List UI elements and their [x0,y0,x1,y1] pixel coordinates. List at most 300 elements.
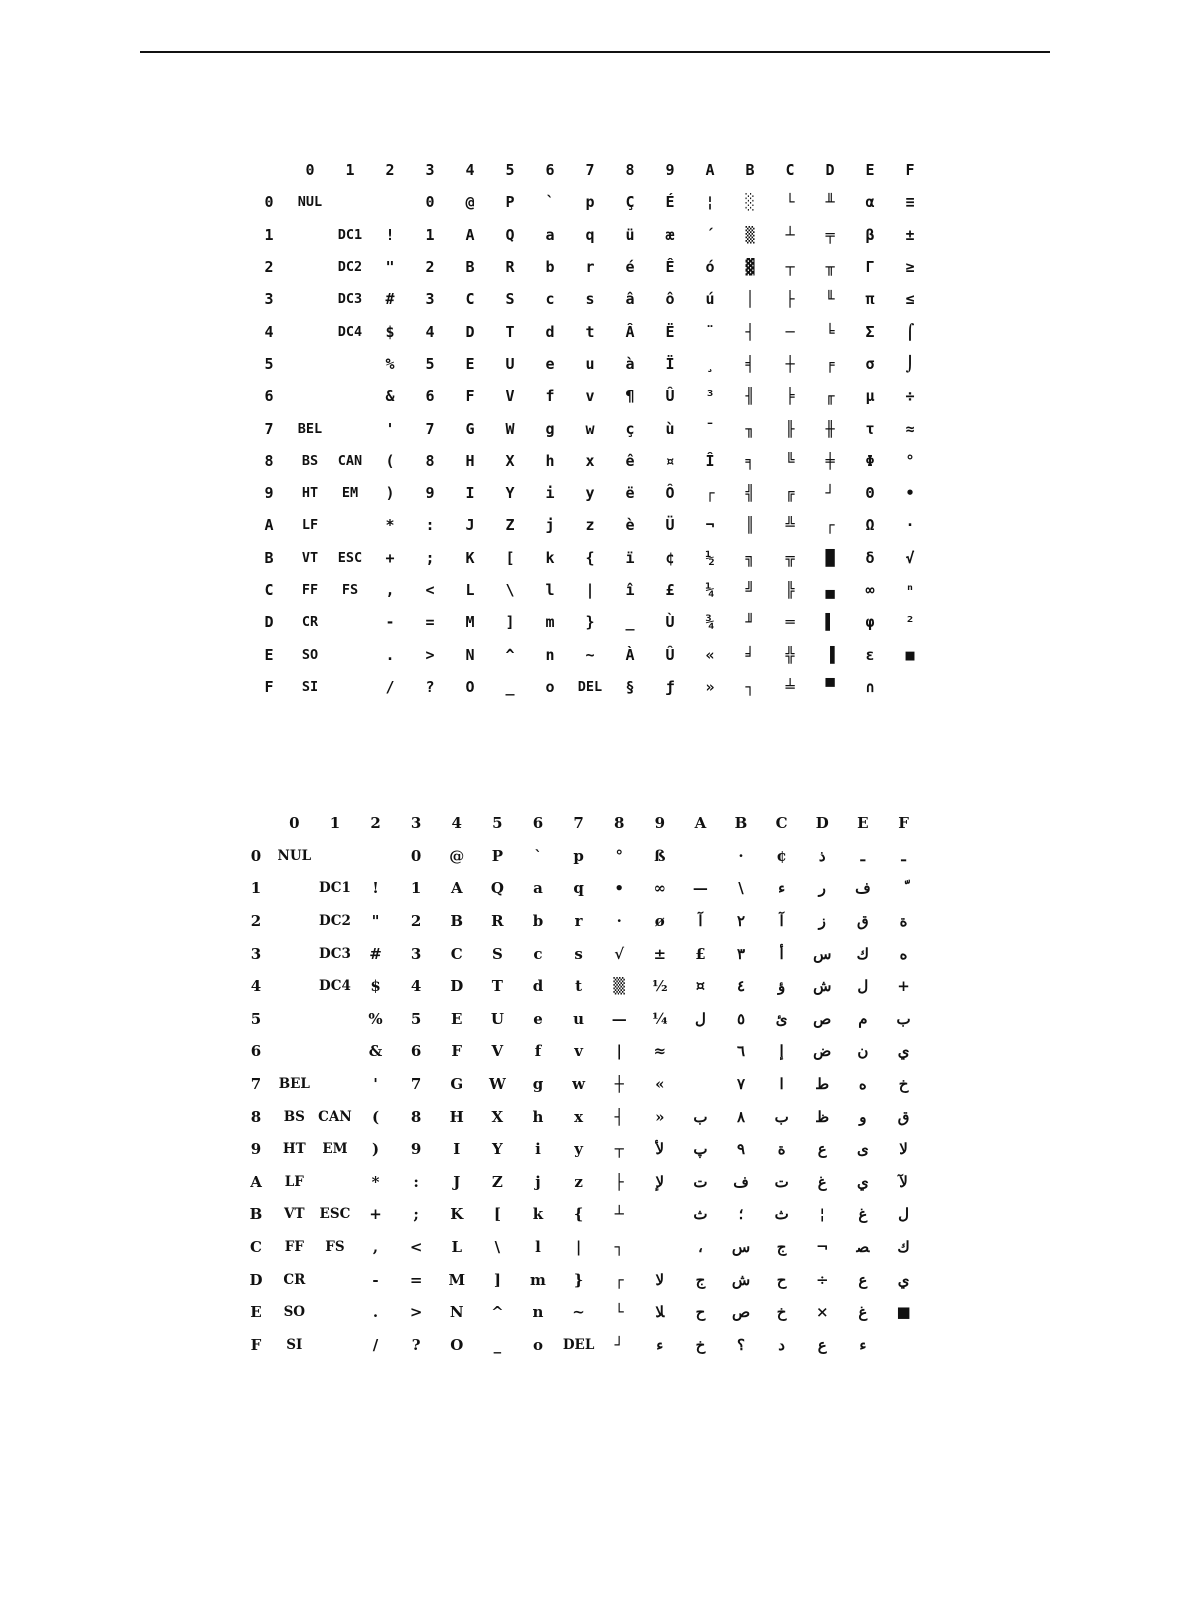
char-cell: H [449,1107,464,1126]
char-cell: و [859,1107,867,1126]
table-row [248,509,930,541]
char-cell: é [625,258,635,277]
column-header: 0 [289,814,300,833]
char-cell: ╫ [825,419,835,438]
char-cell: ¨ [705,322,715,341]
char-cell: ٢ [736,912,746,931]
char-cell [330,606,370,638]
char-cell: Σ [865,322,875,341]
char-cell: ! [385,225,395,244]
char-cell: ( [371,1107,380,1126]
char-cell: & [368,1042,383,1061]
char-cell [315,1003,356,1036]
row-header: A [264,516,274,535]
char-cell: ï [625,548,635,567]
char-cell: ┤ [614,1107,624,1126]
char-cell: ú [705,290,715,309]
column-header: E [865,161,875,180]
char-cell: ∩ [865,677,875,696]
char-cell: g [532,1075,544,1094]
char-cell: b [545,258,555,277]
char-cell [330,186,370,218]
char-cell: آ [698,912,703,931]
char-cell: δ [865,548,875,567]
char-cell: Θ [865,484,875,503]
char-cell [290,315,330,347]
char-cell: G [450,1075,464,1094]
char-cell: « [655,1075,665,1094]
char-cell: O [465,677,475,696]
char-cell: 3 [425,290,435,309]
char-cell: ´ [705,225,715,244]
char-cell: ? [425,677,435,696]
char-cell: à [625,354,635,373]
char-cell: ¦ [705,193,715,212]
char-cell: BEL [297,420,323,437]
char-cell: : [425,516,435,535]
table-row [238,1263,924,1296]
char-cell: — [692,879,708,898]
char-cell: BEL [278,1076,310,1093]
char-cell: L [451,1238,463,1257]
char-cell: ESC [337,549,363,566]
char-cell: > [425,645,435,664]
char-cell [274,872,315,905]
char-cell: ب [693,1107,708,1126]
column-header: 1 [329,814,341,833]
char-cell: i [545,484,555,503]
char-cell: ك [897,1238,910,1257]
char-cell: DC4 [319,978,351,995]
table-row [248,380,930,412]
char-cell: ╕ [745,451,755,470]
char-cell: T [505,322,515,341]
char-cell: P [491,846,503,865]
char-cell: c [533,944,543,963]
char-cell: = [409,1270,423,1289]
char-cell: × [815,1303,829,1322]
char-cell [315,1035,356,1068]
char-cell [370,186,410,218]
char-cell: ـ [860,846,866,865]
char-cell: ° [905,451,915,470]
column-header: 1 [345,161,355,180]
char-cell: ═ [785,613,795,632]
char-cell: - [372,1270,379,1289]
char-cell: h [545,451,555,470]
char-cell: ٧ [736,1075,746,1094]
column-header: 7 [573,814,584,833]
char-cell: - [385,613,395,632]
char-cell: ┼ [785,354,795,373]
char-cell: C [450,944,463,963]
char-cell: q [573,879,584,898]
row-header: 9 [264,484,274,503]
char-cell: l [535,1238,541,1257]
char-cell: ظ [815,1107,830,1126]
char-cell: u [573,1009,585,1028]
char-cell: ت [693,1172,708,1191]
char-cell: ╧ [785,677,795,696]
char-cell: ≈ [905,419,915,438]
char-cell: d [545,322,555,341]
char-cell: ║ [745,516,755,535]
char-cell: ╖ [745,419,755,438]
char-cell: [ [505,548,515,567]
table-row [248,412,930,444]
char-cell: % [368,1009,383,1028]
char-cell: A [450,879,463,898]
char-cell: DEL [562,1336,595,1353]
column-header: A [705,161,715,180]
char-cell: EM [322,1141,348,1158]
row-header: E [250,1303,262,1322]
char-cell: ¬ [705,516,715,535]
char-cell: LF [301,517,319,534]
char-cell: , [385,581,395,599]
char-cell: DC1 [337,226,363,243]
char-cell: R [505,258,515,277]
char-cell: r [585,258,595,277]
char-cell: ذ [818,846,826,865]
char-cell: f [545,387,555,406]
char-cell: . [385,645,395,664]
char-cell: ر [818,879,826,898]
char-cell: ¼ [651,1009,668,1028]
column-header: 2 [370,814,381,833]
char-cell: ■ [896,1303,911,1322]
char-cell: ┤ [745,322,755,341]
char-cell: t [585,322,595,341]
column-header: 9 [665,161,675,180]
char-cell: خ [695,1335,706,1354]
char-cell: █ [825,548,835,567]
char-cell: DC3 [337,291,363,308]
char-cell: ≈ [653,1042,667,1061]
char-cell: آ [779,912,784,931]
char-cell: α [865,193,875,212]
table-row [248,542,930,574]
char-cell: k [545,548,555,567]
char-cell: R [491,912,504,931]
char-cell: EM [341,485,359,502]
char-cell: | [585,581,595,599]
char-cell: ز [818,912,826,931]
char-cell: Q [505,225,515,244]
table-row [238,970,924,1003]
table-row [238,1166,924,1199]
char-cell: a [533,879,543,898]
char-cell: ـ [901,846,906,865]
char-cell: y [574,1140,583,1159]
char-cell: e [545,354,555,373]
char-cell: SI [301,678,319,695]
char-cell: ╙ [825,290,835,309]
char-cell: v [585,387,595,406]
top-rule [140,51,1050,53]
char-cell: ط [815,1075,830,1094]
char-cell: ش [731,1270,751,1289]
char-cell: C [465,290,475,309]
char-cell: p [585,193,595,212]
char-cell: ó [705,258,715,277]
column-header: B [734,814,748,833]
char-cell: ë [625,484,635,503]
char-cell: 2 [425,258,435,277]
column-header: C [785,161,795,180]
char-cell: ; [413,1205,419,1224]
char-cell: ╦ [785,548,795,567]
char-cell: ¾ [705,613,715,632]
char-cell: T [491,977,503,996]
char-cell: CR [283,1271,306,1288]
char-cell: ┌ [825,516,835,535]
char-cell: غ [817,1172,827,1191]
char-cell: j [535,1172,541,1191]
char-cell: * [371,1172,380,1191]
char-cell: ▀ [825,677,835,696]
table-row [238,1100,924,1133]
char-cell: ½ [651,977,668,996]
char-cell: Q [490,879,504,898]
char-cell: % [385,354,395,373]
char-cell: Y [505,484,515,503]
row-header: D [264,613,274,632]
char-cell: β [865,225,875,244]
char-cell: M [465,613,475,632]
char-cell: n [545,645,555,664]
char-cell: 7 [410,1075,422,1094]
char-cell: { [573,1205,584,1224]
char-cell: DC2 [337,259,363,276]
char-cell: ³ [705,387,715,406]
char-cell: µ [865,387,875,406]
char-cell: 8 [410,1107,422,1126]
char-cell: z [585,516,595,535]
char-cell: , [372,1238,379,1257]
char-cell: ص [731,1303,751,1322]
char-cell: 3 [410,944,422,963]
char-cell: م [858,1009,868,1028]
char-cell: ╪ [825,451,835,470]
column-header: 6 [532,814,544,833]
char-cell: ^ [491,1303,504,1322]
char-cell: ├ [785,290,795,309]
char-cell: BS [283,1108,305,1125]
char-cell: CAN [318,1108,352,1125]
table-row [238,1231,924,1264]
char-cell: FS [341,582,359,598]
char-cell: ي [897,1270,910,1289]
char-cell: إ [779,1042,784,1061]
char-cell: ] [493,1270,501,1289]
char-cell: D [450,977,464,996]
char-cell: HT [282,1141,306,1158]
char-cell: Y [492,1140,503,1159]
char-cell [355,840,396,873]
char-cell: ف [733,1172,749,1191]
char-cell: @ [465,193,475,212]
char-cell: ] [505,613,515,632]
row-header: 4 [264,322,274,341]
char-cell: ج [695,1270,706,1289]
column-header: 8 [625,161,635,180]
row-header: E [264,645,274,664]
char-cell: س [731,1238,751,1257]
char-cell: M [448,1270,466,1289]
char-cell: F [465,387,475,406]
char-cell: è [625,516,635,535]
row-header: F [250,1335,262,1354]
char-cell: ع [817,1140,827,1159]
char-cell: X [505,451,515,470]
char-cell: o [532,1335,543,1354]
char-cell: s [574,944,583,963]
row-header: 1 [250,879,262,898]
char-cell: £ [665,581,675,599]
char-cell: _ [493,1335,502,1354]
char-cell: . [372,1303,379,1322]
char-cell: FS [325,1239,345,1256]
char-cell: ┼ [614,1075,624,1094]
char-cell: φ [865,613,875,632]
char-cell: NUL [277,847,312,864]
char-cell: ╣ [745,484,755,503]
char-cell: H [465,451,475,470]
char-cell: • [905,484,915,503]
char-cell: ~ [572,1303,585,1322]
char-cell: > [409,1303,423,1322]
char-cell: E [451,1009,463,1028]
char-cell: • [614,879,624,898]
char-cell: & [385,387,395,406]
char-cell: A [465,225,475,244]
char-cell: خ [776,1303,787,1322]
char-cell [330,348,370,380]
char-cell: / [385,677,395,696]
char-cell: _ [505,677,515,696]
code-page-table-2 [238,807,924,1361]
column-header: A [694,814,707,833]
char-cell: DEL [577,678,603,695]
char-cell: ? [411,1335,421,1354]
char-cell: ╓ [825,387,835,406]
char-cell: Z [505,516,515,535]
char-cell: Ï [665,354,675,373]
char-cell: π [865,290,875,309]
char-cell: w [572,1075,586,1094]
char-cell: Ë [665,322,675,341]
char-cell: 4 [425,322,435,341]
char-cell: ∞ [865,581,875,599]
char-cell: ╔ [785,484,795,503]
char-cell: DC3 [319,945,351,962]
table-row [238,905,924,938]
char-cell: ¤ [665,451,675,470]
char-cell: q [585,225,595,244]
char-cell: ░ [745,193,755,212]
char-cell: m [530,1270,546,1289]
char-cell: Γ [865,258,875,277]
char-cell: ن [857,1042,869,1061]
column-header: 4 [451,814,462,833]
char-cell: ± [905,225,915,244]
char-cell: ¯ [705,419,715,438]
char-cell: e [533,1009,543,1028]
char-cell: ½ [705,548,715,567]
char-cell: t [575,977,583,996]
char-cell: ¼ [705,581,715,599]
char-cell: Ω [865,516,875,535]
char-cell: ┴ [614,1205,624,1224]
char-cell: f [534,1042,542,1061]
char-cell: 2 [410,912,422,931]
char-cell: ؟ [737,1335,745,1354]
char-cell: = [425,613,435,632]
char-cell [290,348,330,380]
char-cell: ² [905,613,915,632]
table-row [248,315,930,347]
char-cell: ء [859,1335,867,1354]
char-cell [315,1296,356,1329]
char-cell: ÷ [905,387,915,406]
char-cell: √ [905,548,915,567]
char-cell: ح [776,1270,787,1289]
column-header: C [775,814,788,833]
char-cell: DC4 [337,323,363,340]
char-cell [274,1035,315,1068]
char-cell [315,1329,356,1362]
char-cell: ╩ [785,516,795,535]
char-cell: │ [745,290,755,309]
char-cell: W [505,419,515,438]
char-cell: CR [301,614,319,631]
char-cell: ي [856,1172,869,1191]
char-cell: U [490,1009,504,1028]
char-cell: ▄ [825,581,835,599]
char-cell: ε [865,645,875,664]
char-cell [274,970,315,1003]
char-cell: p [573,846,584,865]
char-cell: x [574,1107,584,1126]
char-cell: VT [301,549,319,566]
char-cell: ح [695,1303,706,1322]
char-cell: { [585,548,595,567]
char-cell: N [465,645,475,664]
char-cell [274,1003,315,1036]
char-cell: ئ [775,1009,788,1028]
char-cell: O [450,1335,464,1354]
char-cell: * [385,516,395,535]
char-cell: § [625,677,635,696]
char-cell: LF [284,1173,304,1190]
column-header: F [898,814,909,833]
char-cell: À [625,645,635,664]
char-cell: + [897,977,910,996]
char-cell: SO [301,646,319,663]
char-cell: ┌ [614,1270,624,1289]
char-cell: ¢ [776,846,787,865]
char-cell: ESC [319,1206,351,1223]
char-cell: ب [896,1009,911,1028]
column-header: B [745,161,755,180]
char-cell: _ [625,613,635,632]
char-cell: a [545,225,555,244]
char-cell: ╬ [785,645,795,664]
char-cell: É [665,193,675,212]
char-cell: ┬ [614,1140,624,1159]
char-cell: Ù [665,613,675,632]
